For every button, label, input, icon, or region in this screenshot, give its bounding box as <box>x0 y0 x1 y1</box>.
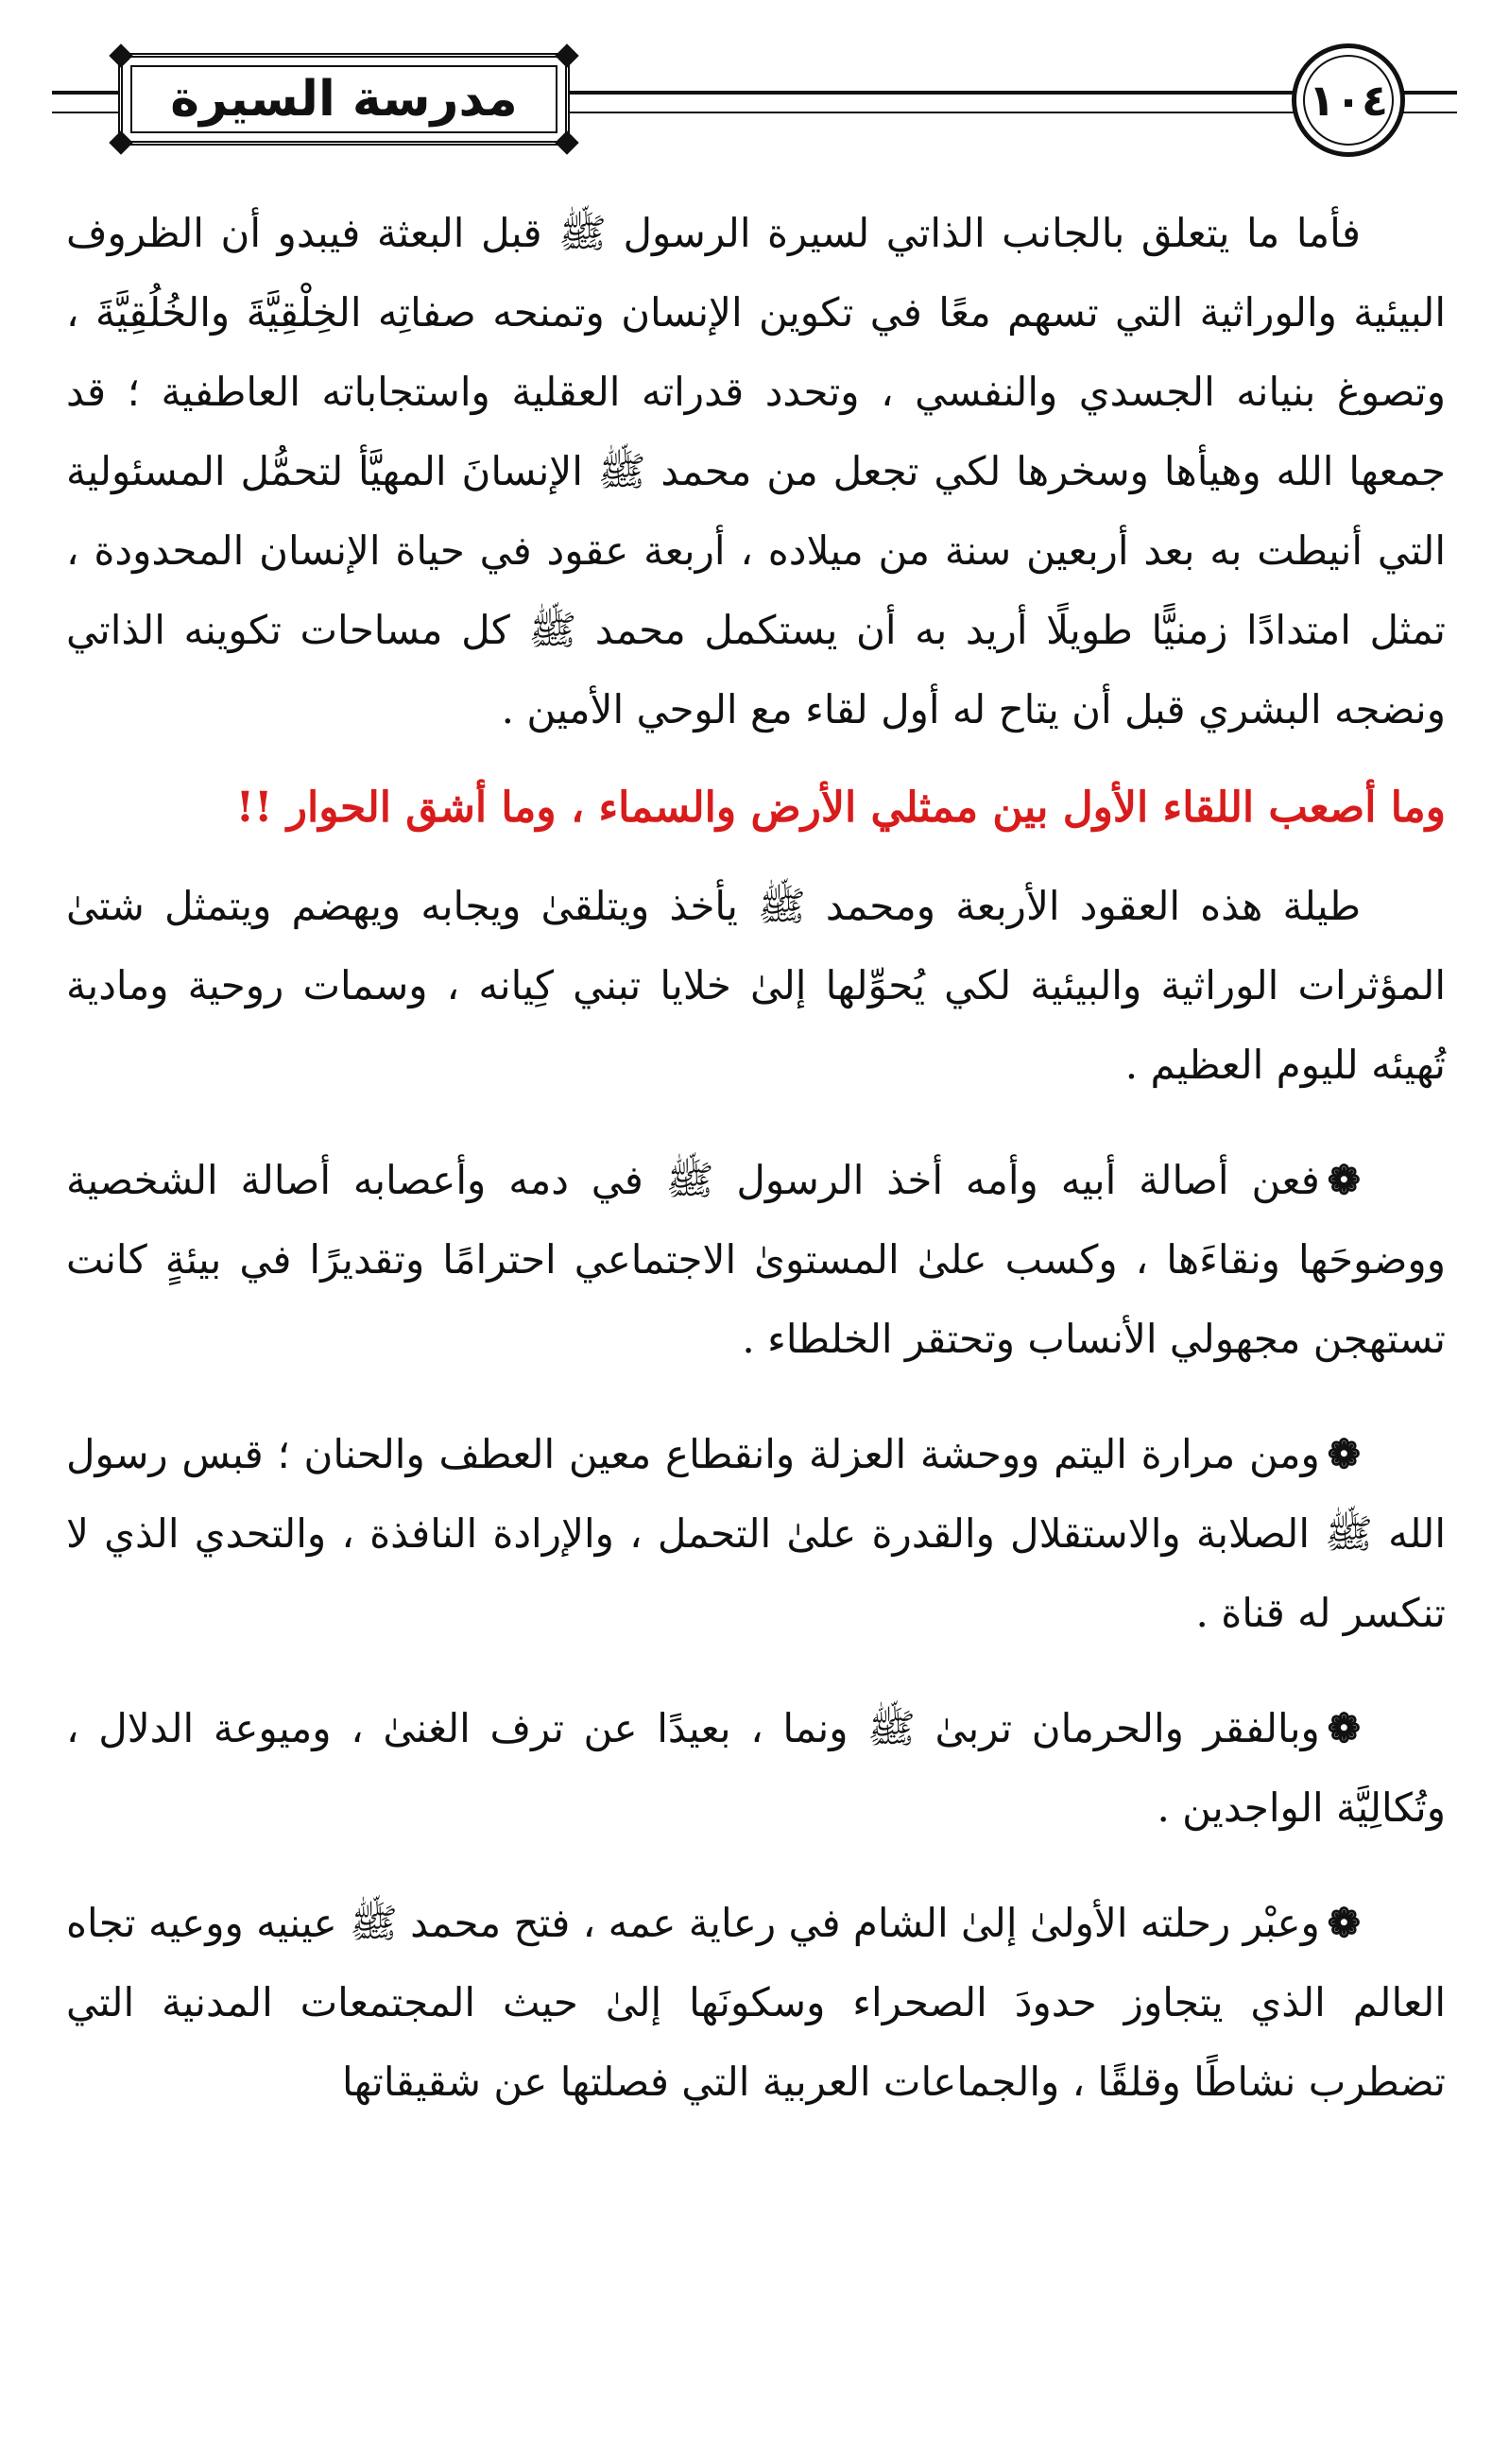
paragraph-4-text: ومن مرارة اليتم ووحشة العزلة وانقطاع معين العطف والحنان ؛ قبس رسول الله ﷺ الصلابة والاستقلال والقدرة علىٰ التحمل ، والإرادة النافذة ، والتحدي الذي لا تنكسر له قناة . <box>66 1431 1446 1636</box>
paragraph-3 <box>66 1141 1446 1379</box>
page-number: ١٠٤ <box>1308 75 1389 126</box>
paragraph-6-text: وعبْر رحلته الأولىٰ إلىٰ الشام في رعاية عمه ، فتح محمد ﷺ عينيه ووعيه تجاه العالم الذي يتجاوز حدودَ الصحراء وسكونَها إلىٰ حيث المجتمعات المدنية التي تضطرب نشاطًا وقلقًا ، والجماعات العربية التي فصلتها عن شقيقاتها <box>66 1900 1446 2105</box>
star-bullet-icon: ❁ <box>1327 1157 1361 1203</box>
page-header <box>52 36 1457 168</box>
paragraph-5-text: وبالفقر والحرمان تربىٰ ﷺ ونما ، بعيدًا عن ترف الغنىٰ ، وميوعة الدلال ، وتُكالِيَّة الواجدين . <box>66 1705 1446 1831</box>
paragraph-4 <box>66 1415 1446 1653</box>
frame-corner-ornament-icon <box>109 43 132 67</box>
star-bullet-icon: ❁ <box>1327 1431 1361 1477</box>
paragraph-5 <box>66 1689 1446 1848</box>
page-body <box>66 194 1446 2122</box>
frame-corner-ornament-icon <box>555 43 578 67</box>
paragraph-1: فأما ما يتعلق بالجانب الذاتي لسيرة الرسول ﷺ قبل البعثة فيبدو أن الظروف البيئية والوراثية التي تسهم معًا في تكوين الإنسان وتمنحه صفاتِه الخِلْقِيَّةَ والخُلُقِيَّةَ ، وتصوغ بنيانه الجسدي والنفسي ، وتحدد قدراته العقلية واستجاباته العاطفية ؛ قد جمعها الله وهيأها وسخرها لكي تجعل من محمد ﷺ الإنسانَ المهيَّأ لتحمُّل المسئولية التي أنيطت به بعد أربعين سنة من ميلاده ، أربعة عقود في حياة الإنسان المحدودة ، تمثل امتدادًا زمنيًّا طويلًا أريد به أن يستكمل محمد ﷺ كل مساحات تكوينه الذاتي ونضجه البشري قبل أن يتاح له أول لقاء مع الوحي الأمين . <box>66 210 1446 732</box>
book-title: مدرسة السيرة <box>170 71 518 128</box>
paragraph-6 <box>66 1884 1446 2122</box>
book-title-frame <box>118 53 570 146</box>
frame-corner-ornament-icon <box>109 130 132 154</box>
star-bullet-icon: ❁ <box>1327 1900 1361 1946</box>
section-heading: وما أصعب اللقاء الأول بين ممثلي الأرض والسماء ، وما أشق الحوار !! <box>235 784 1446 832</box>
paragraph-3-text: فعن أصالة أبيه وأمه أخذ الرسول ﷺ في دمه وأعصابه أصالة الشخصية ووضوحَها ونقاءَها ، وكسب علىٰ المستوىٰ الاجتماعي احترامًا وتقديرًا في بيئةٍ كانت تستهجن مجهولي الأنساب وتحتقر الخلطاء . <box>66 1157 1446 1362</box>
frame-corner-ornament-icon <box>555 130 578 154</box>
page-number-badge <box>1292 43 1405 157</box>
paragraph-2: طيلة هذه العقود الأربعة ومحمد ﷺ يأخذ ويتلقىٰ ويجابه ويهضم ويتمثل شتىٰ المؤثرات الوراثية والبيئية لكي يُحوِّلها إلىٰ خلايا تبني كِيانه ، وسمات روحية ومادية تُهيئه لليوم العظيم . <box>66 883 1446 1088</box>
star-bullet-icon: ❁ <box>1327 1705 1361 1751</box>
